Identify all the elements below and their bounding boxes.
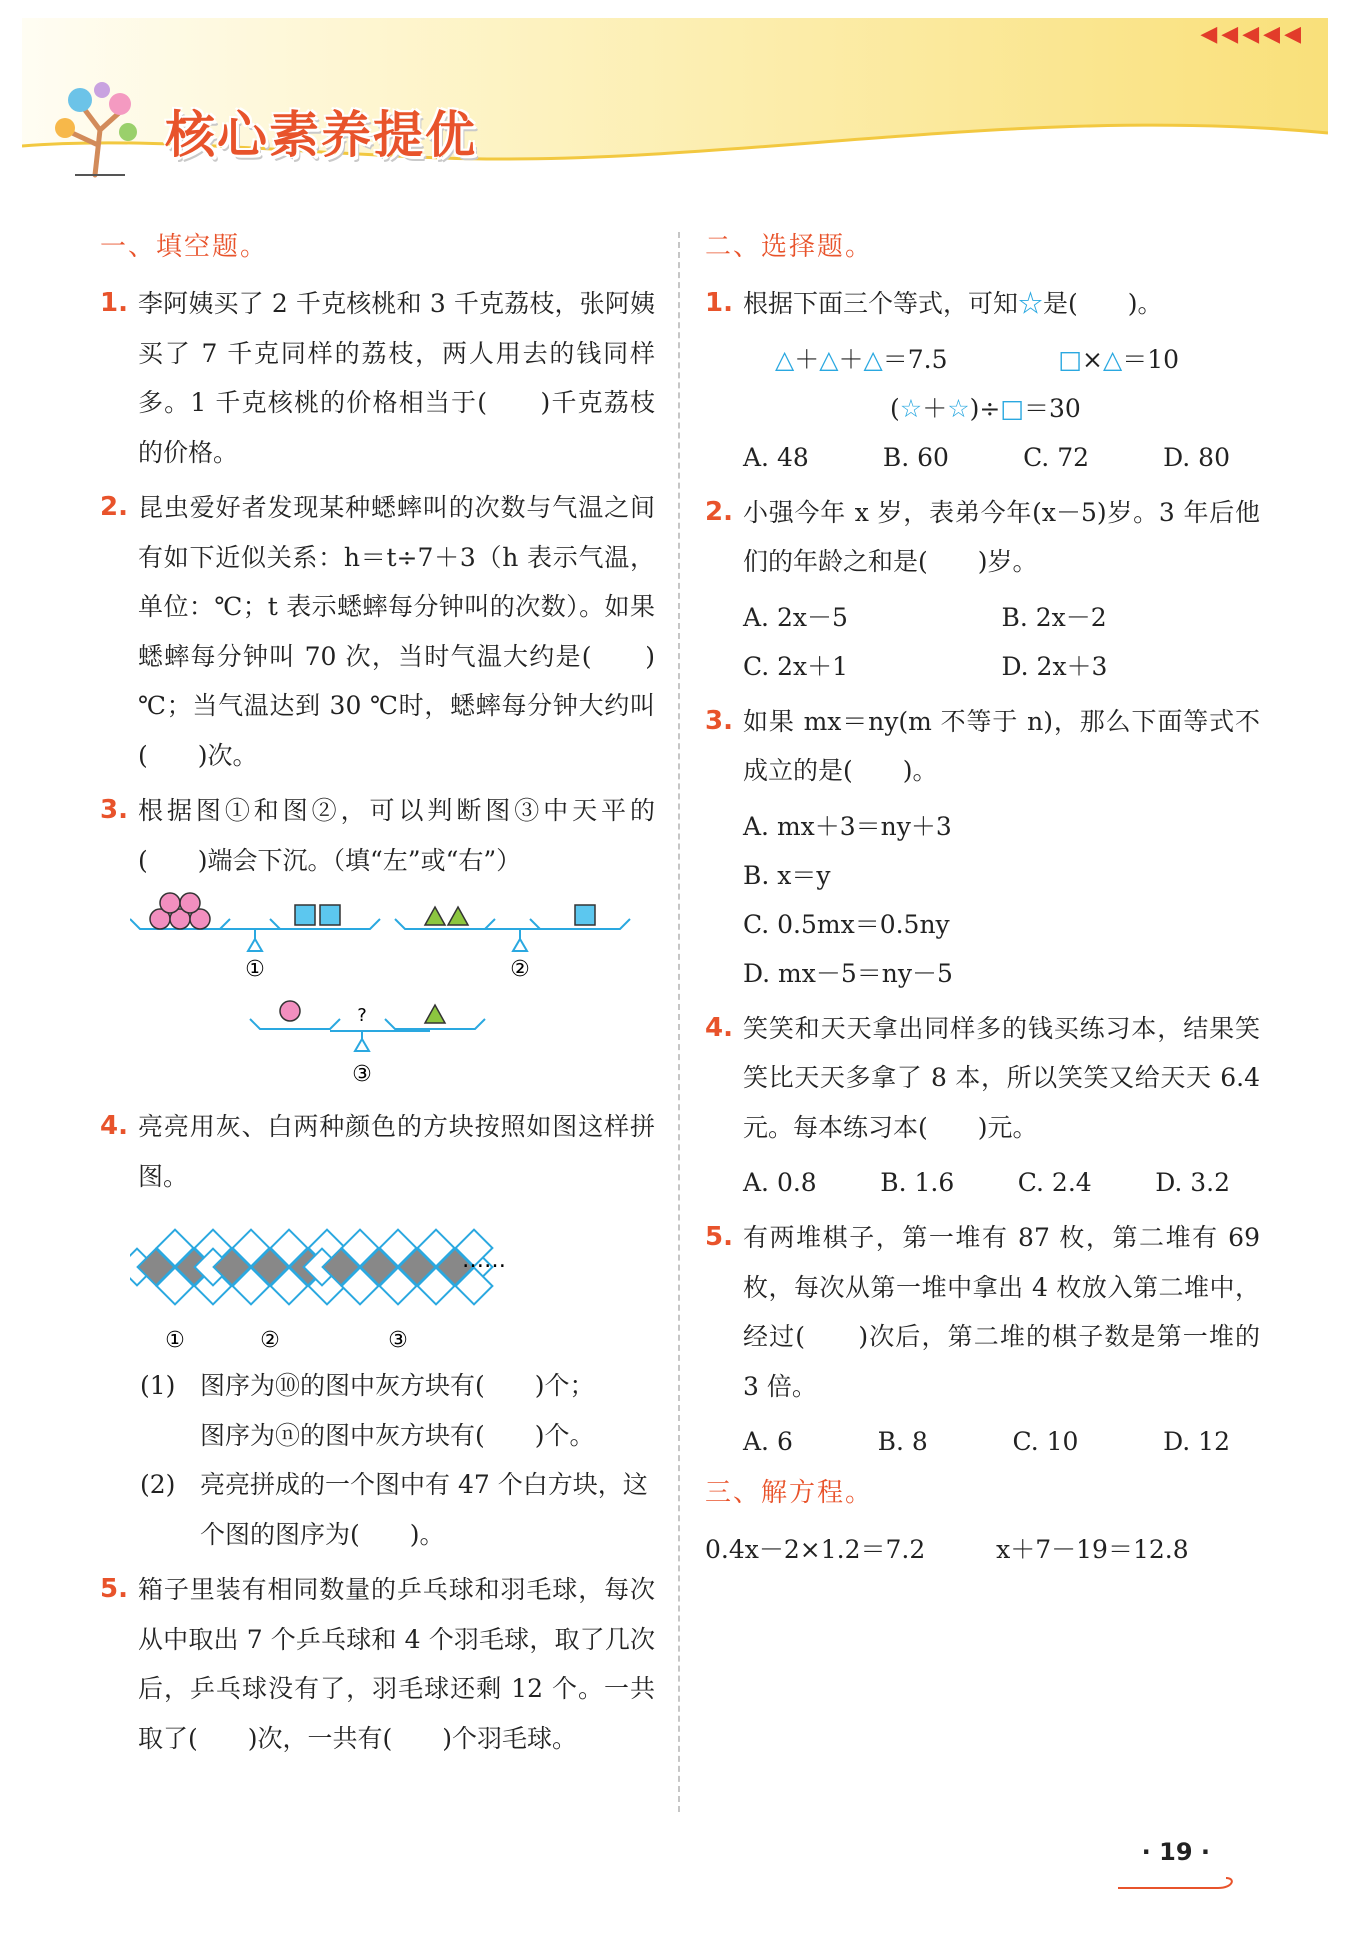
equation-row-2: (☆＋☆)÷□＝30 (890, 393, 1081, 423)
question-text-end: 是( )。 (1043, 289, 1163, 318)
choice-question-5 (705, 1213, 1260, 1411)
figure-label-1: ① (245, 957, 265, 982)
sub-number: (2) (140, 1470, 176, 1499)
sub-text: 亮亮拼成的一个图中有 47 个白方块，这个图的图序为( )。 (200, 1470, 648, 1549)
option-d[interactable]: D. 80 (1163, 442, 1230, 472)
options-q4 (705, 1158, 1260, 1207)
question-number: 4. (100, 1111, 128, 1141)
equation-1-value: ＝7.5 (882, 344, 948, 374)
star-icon: ☆ (947, 393, 970, 423)
star-icon: ☆ (1018, 289, 1044, 318)
question-text: 如果 mx＝ny(m 不等于 n)，那么下面等式不成立的是( )。 (743, 706, 1260, 785)
question-text: 亮亮用灰、白两种颜色的方块按照如图这样拼图。 (138, 1112, 655, 1191)
tile-patterns (130, 1230, 492, 1305)
fill-question-1 (100, 279, 655, 477)
fill-question-3 (100, 786, 655, 885)
question-text: 根据图①和图②，可以判断图③中天平的( )端会下沉。（填“左”或“右”） (138, 796, 655, 875)
option-b[interactable]: B. 8 (877, 1427, 928, 1456)
question-mark: ? (357, 1005, 367, 1026)
figure-label-3: ③ (352, 1062, 372, 1087)
question-text: 笑笑和天天拿出同样多的钱买练习本，结果笑笑比天天多拿了 8 本，所以笑笑又给天天 6.4 元。每本练习本( )元。 (743, 1013, 1260, 1142)
tile-label-3: ③ (388, 1328, 408, 1353)
option-d[interactable]: D. 2x＋3 (1001, 651, 1108, 681)
balance-scale-1 (130, 893, 380, 982)
question-text: 根据下面三个等式，可知 (743, 289, 1019, 318)
option-c[interactable]: C. 72 (1023, 442, 1090, 472)
question-number: 3. (705, 705, 733, 736)
fill-question-4 (100, 1102, 655, 1201)
question-number: 5. (100, 1574, 128, 1604)
tile-label-1: ① (165, 1328, 185, 1353)
question-text: 小强今年 x 岁，表弟今年(x－5)岁。3 年后他们的年龄之和是( )岁。 (743, 497, 1260, 576)
triangle-icon: △ (1102, 344, 1123, 374)
option-b[interactable]: B. x＝y (743, 860, 831, 890)
fill-question-2 (100, 483, 655, 780)
equation-task-2: x＋7－19＝12.8 (996, 1535, 1189, 1564)
choice-question-2 (705, 488, 1260, 587)
option-b[interactable]: B. 60 (882, 442, 949, 472)
sub-number: (1) (140, 1371, 176, 1400)
option-a[interactable]: A. 2x－5 (743, 602, 848, 632)
option-a[interactable]: A. 48 (743, 442, 809, 472)
balance-scale-2 (395, 905, 630, 982)
page-number: · 19 · (1141, 1838, 1210, 1866)
choice-question-4 (705, 1004, 1260, 1153)
page-number-underline (1118, 1876, 1238, 1890)
section-heading-equations: 三、解方程。 (705, 1478, 874, 1508)
sub-text-b: 图序为ⓝ的图中灰方块有( )个。 (200, 1420, 595, 1450)
question-text: 昆虫爱好者发现某种蟋蟀叫的次数与气温之间有如下近似关系：h＝t÷7＋3（h 表示气温，单位：℃；t 表示蟋蟀每分钟叫的次数）。如果蟋蟀每分钟叫 70 次，当时气温大约是( )℃；当气温达到 30 ℃时，蟋蟀每分钟大约叫( )次。 (138, 493, 655, 770)
question-number: 1. (705, 288, 733, 318)
triangle-icon: △ (775, 344, 795, 374)
equation-3-value: ＝30 (1023, 393, 1081, 423)
options-q5 (705, 1417, 1260, 1466)
sub-question-1 (100, 1361, 655, 1460)
equation-2-value: ＝10 (1122, 344, 1180, 374)
right-column (705, 226, 1260, 1574)
triangle-icon: △ (819, 344, 839, 374)
fill-question-5 (100, 1565, 655, 1763)
star-icon: ☆ (899, 393, 923, 423)
question-number: 2. (705, 496, 733, 527)
option-b[interactable]: B. 2x－2 (1001, 602, 1107, 632)
equation-row-1: △＋△＋△＝7.5 □×△＝10 (775, 344, 1180, 374)
sub-question-2 (100, 1460, 655, 1559)
equation-task-1: 0.4x－2×1.2＝7.2 (705, 1535, 926, 1564)
option-d[interactable]: D. mx－5＝ny－5 (743, 958, 953, 988)
option-a[interactable]: A. 6 (743, 1427, 793, 1456)
tile-pattern-figure (130, 1207, 650, 1357)
question-number: 1. (100, 288, 128, 318)
choice-question-3 (705, 697, 1260, 796)
balance-scales-figure (130, 891, 650, 1096)
ellipsis: …… (462, 1248, 506, 1273)
options-q1 (705, 433, 1260, 482)
tree-logo-icon (40, 70, 150, 180)
balance-scale-3 (250, 1001, 485, 1087)
square-icon: □ (1000, 393, 1024, 423)
page-title: 核心素养提优 (165, 106, 477, 164)
tile-label-2: ② (260, 1328, 280, 1353)
sub-text-a: 图序为⑩的图中灰方块有( )个； (200, 1371, 595, 1400)
option-c[interactable]: C. 2.4 (1017, 1168, 1092, 1197)
option-c[interactable]: C. 10 (1012, 1427, 1079, 1456)
header-arrows-icon: ◀◀◀◀◀ (1200, 22, 1305, 47)
question-text: 有两堆棋子，第一堆有 87 枚，第二堆有 69 枚，每次从第一堆中拿出 4 枚放入第二堆中，经过( )次后，第二堆的棋子数是第一堆的 3 倍。 (743, 1223, 1260, 1401)
option-c[interactable]: C. 2x＋1 (743, 651, 849, 681)
square-icon: □ (1058, 344, 1083, 374)
choice-question-1 (705, 279, 1260, 329)
left-column (100, 226, 655, 1769)
question-text: 箱子里装有相同数量的乒乓球和羽毛球，每次从中取出 7 个乒乓球和 4 个羽毛球，取了几次后，乒乓球没有了，羽毛球还剩 12 个。一共取了( )次，一共有( )个羽毛球。 (138, 1575, 655, 1753)
question-number: 5. (705, 1222, 733, 1252)
option-b[interactable]: B. 1.6 (880, 1168, 955, 1197)
option-a[interactable]: A. mx＋3＝ny＋3 (743, 811, 952, 841)
options-q2 (705, 593, 1260, 691)
option-d[interactable]: D. 12 (1163, 1427, 1230, 1456)
question-text: 李阿姨买了 2 千克核桃和 3 千克荔枝，张阿姨买了 7 千克同样的荔枝，两人用去的钱同样多。1 千克核桃的价格相当于( )千克荔枝的价格。 (138, 289, 655, 467)
triangle-icon: △ (863, 344, 883, 374)
equation-tasks (705, 1525, 1260, 1574)
section-heading-choice: 二、选择题。 (705, 232, 874, 262)
option-a[interactable]: A. 0.8 (743, 1168, 817, 1197)
column-divider (678, 232, 680, 1812)
option-d[interactable]: D. 3.2 (1155, 1168, 1230, 1197)
option-c[interactable]: C. 0.5mx＝0.5ny (743, 909, 950, 939)
figure-label-2: ② (510, 957, 530, 982)
equations-block (705, 335, 1260, 433)
question-number: 3. (100, 795, 128, 825)
section-heading-fill-blank: 一、填空题。 (100, 232, 269, 262)
question-number: 2. (100, 492, 128, 522)
question-number: 4. (705, 1012, 733, 1043)
